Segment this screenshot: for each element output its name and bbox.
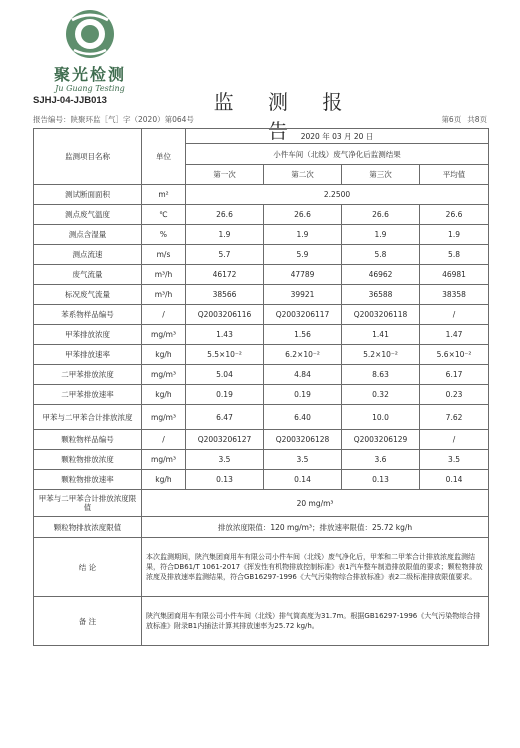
row-item-name: 测试断面面积 [34,185,142,205]
row-unit: / [142,305,186,325]
page-number: 第6页 [441,115,462,124]
row-unit: kg/h [142,385,186,405]
row-average-value: 0.23 [420,385,489,405]
row-unit: / [142,430,186,450]
row-average-value: 26.6 [420,205,489,225]
row-unit: mg/m³ [142,365,186,385]
table-row [34,325,489,345]
table-row [34,365,489,385]
row-run-3-value: 8.63 [342,365,420,385]
row-run-3-value: Q2003206129 [342,430,420,450]
row-run-2-value: 0.14 [264,470,342,490]
row-run-1-value: 0.19 [186,385,264,405]
row-run-3-value: 1.9 [342,225,420,245]
header-run-1: 第一次 [186,165,264,185]
row-run-2-value: 1.9 [264,225,342,245]
row-run-1-value: 0.13 [186,470,264,490]
remarks-label: 备 注 [34,597,142,646]
table-row [34,385,489,405]
table-row [34,430,489,450]
remarks-text: 陕汽集团商用车有限公司小件车间（北线）排气筒高度为31.7m。根据GB16297-1996《大气污染物综合排放标准》附录B1内插法计算其排放速率为25.72 kg/h。 [142,597,489,646]
row-unit: mg/m³ [142,405,186,430]
header-date: 2020 年 03 月 20 日 [186,129,489,144]
row-item-name: 测点含湿量 [34,225,142,245]
row-run-3-value: 46962 [342,265,420,285]
row-run-2-value: 0.19 [264,385,342,405]
row-run-2-value: 6.2×10⁻² [264,345,342,365]
row-run-1-value: 38566 [186,285,264,305]
row-item-name: 颗粒物排放速率 [34,470,142,490]
table-row [34,405,489,430]
row-run-2-value: 6.40 [264,405,342,430]
row-merged-value: 2.2500 [186,185,489,205]
header-run-2: 第二次 [264,165,342,185]
row-average-value: 1.9 [420,225,489,245]
report-number: 报告编号：陕聚环监［气］字（2020）第064号 [33,115,194,124]
row-unit: kg/h [142,345,186,365]
row-average-value: 0.14 [420,470,489,490]
row-run-3-value: 5.8 [342,245,420,265]
table-row [34,470,489,490]
row-unit: mg/m³ [142,325,186,345]
row-item-name: 测点废气温度 [34,205,142,225]
row-item-name: 测点流速 [34,245,142,265]
row-average-value: 5.8 [420,245,489,265]
row-run-3-value: 5.2×10⁻² [342,345,420,365]
row-unit: kg/h [142,470,186,490]
conclusion-text: 本次监测期间，陕汽集团商用车有限公司小件车间（北线）废气净化后，甲苯和二甲苯合计排放浓度监测结果，符合DB61/T 1061-2017《挥发性有机物排放控制标准》表1汽车整车制造排放限值的要求；颗粒物排放浓度及排放速率监测结果，符合GB16297-1996《大气污染物综合排放标准》表2二级标准排放限值要求。 [142,538,489,597]
row-run-3-value: 36588 [342,285,420,305]
row-run-2-value: 4.84 [264,365,342,385]
table-row [34,245,489,265]
row-run-3-value: 0.13 [342,470,420,490]
data-rows [34,185,489,490]
row-unit: mg/m³ [142,450,186,470]
header-unit: 单位 [142,129,186,185]
table-row [34,305,489,325]
table-row [34,185,489,205]
row-run-1-value: 26.6 [186,205,264,225]
row-item-name: 标况废气流量 [34,285,142,305]
row-run-2-value: 3.5 [264,450,342,470]
table-row [34,225,489,245]
row-average-value: 7.62 [420,405,489,430]
row-item-name: 甲苯与二甲苯合计排放浓度 [34,405,142,430]
row-item-name: 苯系物样品编号 [34,305,142,325]
row-item-name: 二甲苯排放速率 [34,385,142,405]
row-run-3-value: 0.32 [342,385,420,405]
row-run-1-value: 5.7 [186,245,264,265]
row-run-2-value: 1.56 [264,325,342,345]
row-average-value: 5.6×10⁻² [420,345,489,365]
row-average-value: / [420,305,489,325]
row-unit: m² [142,185,186,205]
row-run-3-value: 10.0 [342,405,420,430]
limit-toluene-xylene-value: 20 mg/m³ [142,490,489,517]
row-average-value: 1.47 [420,325,489,345]
logo-text-cn: 聚光检测 [53,65,126,84]
row-run-3-value: 26.6 [342,205,420,225]
row-unit: m/s [142,245,186,265]
row-unit: % [142,225,186,245]
page-indicator [435,114,487,125]
table-row [34,450,489,470]
row-run-2-value: 5.9 [264,245,342,265]
company-logo [40,8,140,98]
total-pages: 共8页 [467,115,487,124]
table-row [34,205,489,225]
row-run-2-value: 26.6 [264,205,342,225]
row-unit: m³/h [142,285,186,305]
header-average: 平均值 [420,165,489,185]
row-item-name: 颗粒物样品编号 [34,430,142,450]
row-unit: ℃ [142,205,186,225]
row-item-name: 二甲苯排放浓度 [34,365,142,385]
row-run-1-value: Q2003206116 [186,305,264,325]
row-run-1-value: 3.5 [186,450,264,470]
row-run-1-value: 6.47 [186,405,264,430]
row-average-value: 3.5 [420,450,489,470]
row-run-3-value: 1.41 [342,325,420,345]
row-run-1-value: 1.9 [186,225,264,245]
row-item-name: 甲苯排放浓度 [34,325,142,345]
header-run-3: 第三次 [342,165,420,185]
row-run-3-value: 3.6 [342,450,420,470]
row-run-1-value: 5.5×10⁻² [186,345,264,365]
table-row [34,285,489,305]
row-run-1-value: Q2003206127 [186,430,264,450]
table-row [34,345,489,365]
limit-particulate-value: 排放浓度限值：120 mg/m³；排放速率限值：25.72 kg/h [142,517,489,538]
row-average-value: / [420,430,489,450]
row-average-value: 38358 [420,285,489,305]
conclusion-label: 结 论 [34,538,142,597]
page-title: 监 测 报 告 [213,90,357,143]
report-code: SJHJ-04-JJB013 [33,95,107,106]
row-average-value: 46981 [420,265,489,285]
row-run-2-value: 47789 [264,265,342,285]
limit-particulate-label: 颗粒物排放浓度限值 [34,517,142,538]
row-run-2-value: 39921 [264,285,342,305]
row-item-name: 废气流量 [34,265,142,285]
monitoring-table-container [33,128,488,646]
row-run-3-value: Q2003206118 [342,305,420,325]
row-unit: m³/h [142,265,186,285]
header-location: 小件车间（北线）废气净化后监测结果 [186,144,489,165]
row-item-name: 颗粒物排放浓度 [34,450,142,470]
limit-toluene-xylene-label: 甲苯与二甲苯合计排放浓度限值 [34,490,142,517]
monitoring-results-table [33,128,489,646]
logo-text-en: Ju Guang Testing [55,84,125,93]
row-run-2-value: Q2003206128 [264,430,342,450]
table-row [34,265,489,285]
logo-emblem-icon [64,8,116,60]
row-average-value: 6.17 [420,365,489,385]
row-run-1-value: 46172 [186,265,264,285]
header-item-name: 监测项目名称 [34,129,142,185]
row-run-1-value: 1.43 [186,325,264,345]
row-item-name: 甲苯排放速率 [34,345,142,365]
row-run-2-value: Q2003206117 [264,305,342,325]
row-run-1-value: 5.04 [186,365,264,385]
